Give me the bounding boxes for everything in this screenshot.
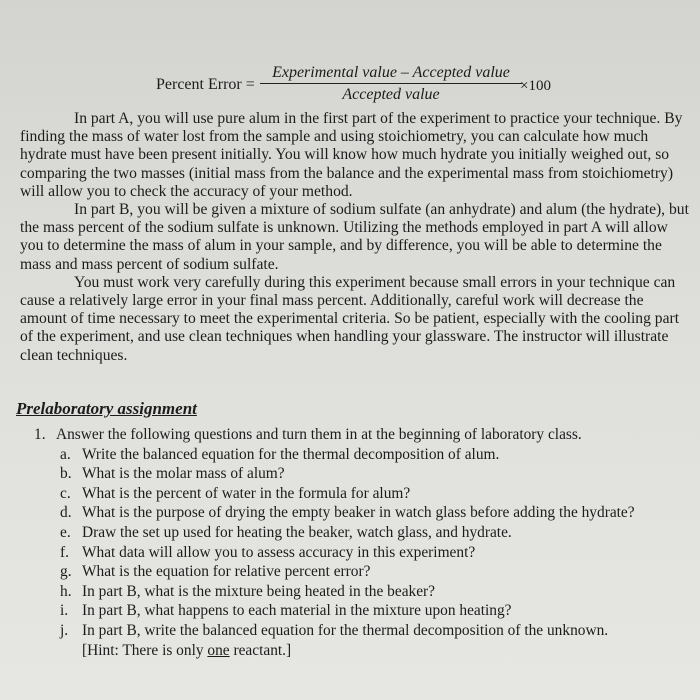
sub-question-text: What is the equation for relative percent error? — [82, 563, 371, 581]
sub-question-text: Draw the set up used for heating the beaker, watch glass, and hydrate. — [82, 523, 512, 541]
question-1 — [34, 425, 694, 445]
sub-question-c — [34, 484, 694, 504]
formula-multiplier: ×100 — [520, 78, 551, 94]
sub-question-letter: i. — [60, 602, 69, 620]
sub-question-text: What is the percent of water in the formula for alum? — [82, 484, 411, 502]
sub-question-letter: b. — [60, 465, 72, 483]
hint-before: [Hint: There is only — [82, 641, 208, 659]
paragraph-part-b: In part B, you will be given a mixture of sodium sulfate (an anhydrate) and alum (the hydrate), but the mass percent of the sodium sulfate is unknown. Utilizing the methods employed in part A will allow you to determine the mass of alum in your sample, and by difference, you will be able to determine the mass and mass percent of sodium sulfate. — [20, 201, 689, 273]
paragraph-part-a: In part A, you will use pure alum in the first part of the experiment to practice your technique. By finding the mass of water lost from the sample and using stoichiometry, you can calculate how much hydrate must have been present initially. You will know how much hydrate you initially weighed out, so comparing the two masses (initial mass from the balance and the experimental mass from stoichiometry) will allow you to check the accuracy of your method. — [20, 110, 683, 200]
sub-question-d — [34, 503, 694, 523]
formula-lhs: Percent Error = — [156, 76, 255, 93]
question-text: Answer the following questions and turn them in at the beginning of laboratory class. — [56, 426, 582, 443]
sub-question-g — [34, 562, 694, 582]
sub-question-letter: h. — [60, 582, 72, 600]
sub-question-text — [82, 621, 694, 660]
sub-question-list — [34, 445, 694, 661]
sub-question-letter: d. — [60, 504, 72, 522]
body-text — [20, 110, 692, 365]
formula-denominator: Accepted value — [342, 86, 440, 103]
hint-emphasis: one — [207, 641, 230, 659]
sub-question-j — [34, 621, 694, 660]
paragraph-careful-work: You must work very carefully during this experiment because small errors in your technique can cause a relatively large error in your final mass percent. Additionally, careful work will decrease the amount of time necessary to meet the experimental criteria. So be patient, especially with the cooling part of the experiment, and use clean techniques when handling your glassware. The instructor will illustrate clean techniques. — [20, 273, 680, 364]
sub-question-h — [34, 582, 694, 602]
sub-question-letter: a. — [60, 445, 71, 463]
sub-question-text: In part B, what happens to each material in the mixture upon heating? — [82, 602, 512, 620]
formula-numerator: Experimental value – Accepted value — [260, 64, 522, 84]
sub-question-letter: j. — [60, 621, 69, 639]
sub-question-letter: f. — [60, 543, 69, 561]
sub-question-i — [34, 601, 694, 621]
prelab-heading: Prelaboratory assignment — [16, 399, 197, 418]
sub-question-letter: g. — [60, 563, 72, 581]
question-number: 1. — [34, 426, 46, 443]
sub-question-j-text: In part B, write the balanced equation for the thermal decomposition of the unknown. — [82, 621, 609, 639]
sub-question-f — [34, 543, 694, 563]
sub-question-text: What is the purpose of drying the empty beaker in watch glass before adding the hydrate? — [82, 504, 635, 522]
sub-question-letter: e. — [60, 523, 71, 541]
sub-question-a — [34, 445, 694, 465]
formula-fraction — [260, 64, 522, 104]
percent-error-formula — [148, 64, 588, 112]
sub-question-letter: c. — [60, 484, 71, 502]
sub-question-b — [34, 464, 694, 484]
sub-question-e — [34, 523, 694, 543]
sub-question-text: Write the balanced equation for the thermal decomposition of alum. — [82, 445, 500, 463]
hint-after: reactant.] — [229, 641, 292, 659]
question-list — [34, 425, 694, 660]
sub-question-text: What data will allow you to assess accuracy in this experiment? — [82, 543, 476, 561]
sub-question-text: What is the molar mass of alum? — [82, 465, 285, 483]
hint-text — [82, 642, 291, 659]
sub-question-text: In part B, what is the mixture being heated in the beaker? — [82, 582, 436, 600]
